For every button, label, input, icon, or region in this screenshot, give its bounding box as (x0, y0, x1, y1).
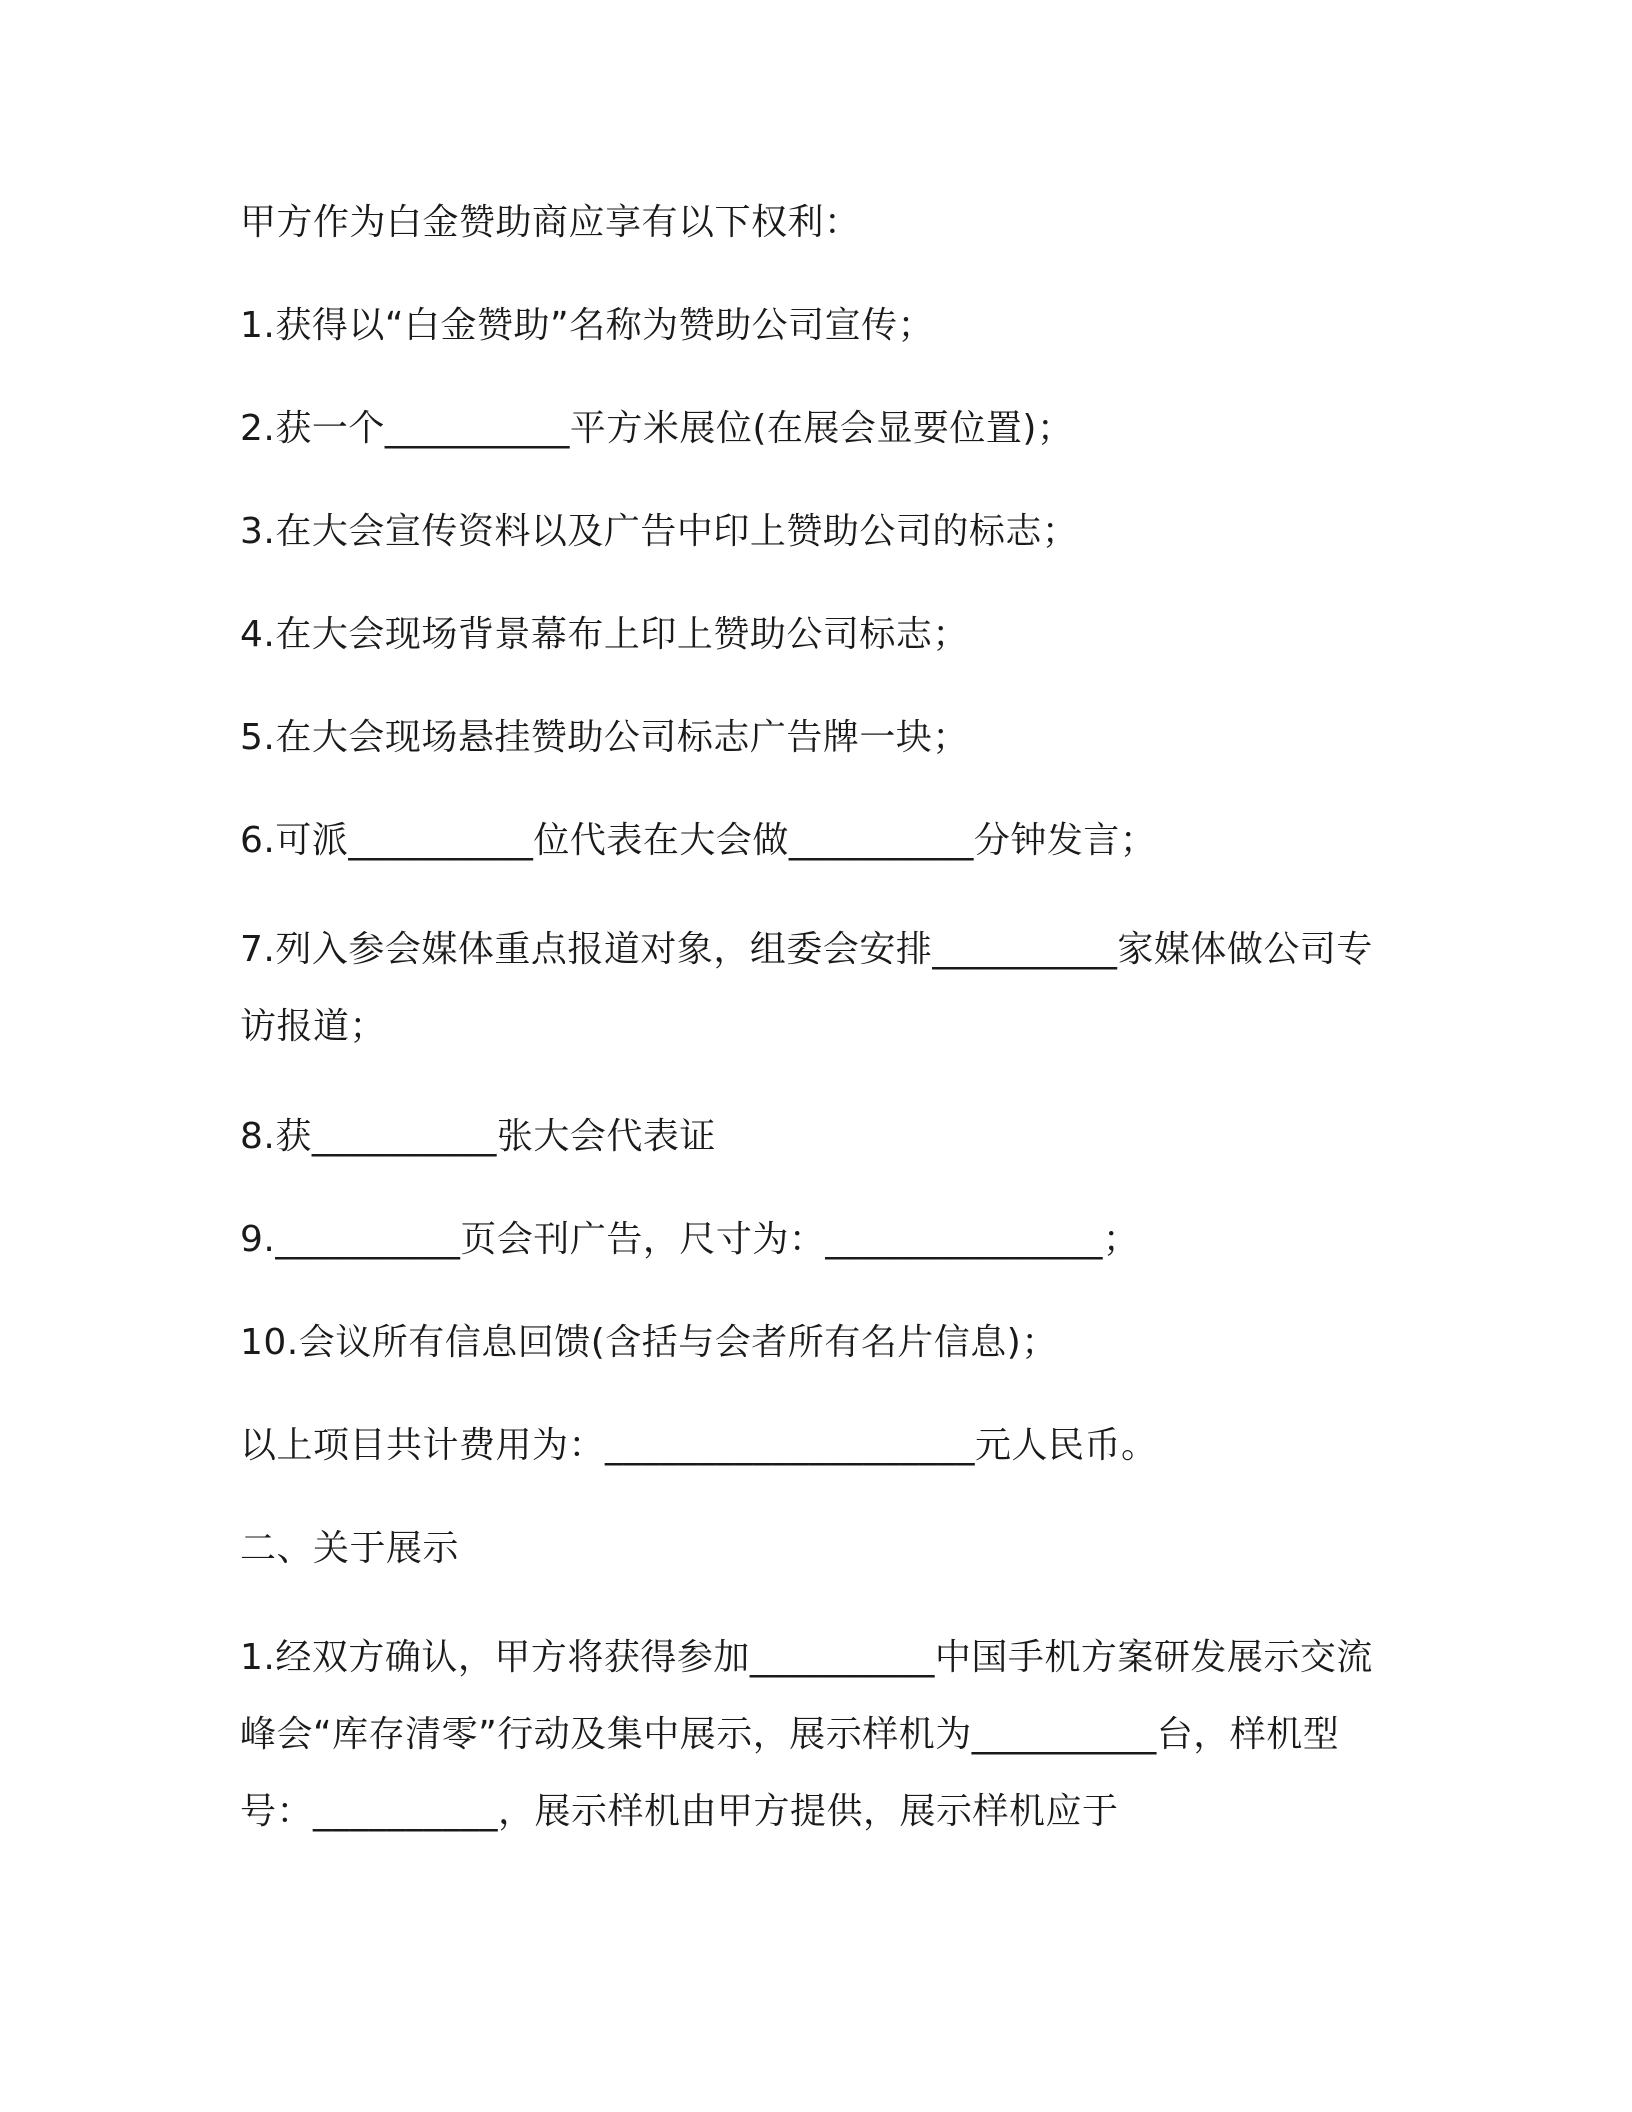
section-heading-display: 二、关于展示 (240, 1528, 460, 1569)
display-item-1: 1.经双方确认，甲方将获得参加__________中国手机方案研发展示交流峰会“库存清零”行动及集中展示，展示样机为__________台，样机型号：__________，展示样机由甲方提供，展示样机应于 (240, 1637, 1373, 1832)
right-item-8: 8.获__________张大会代表证 (240, 1116, 716, 1157)
right-item-10: 10.会议所有信息回馈(含括与会者所有名片信息)； (240, 1322, 1058, 1363)
right-item-7: 7.列入参会媒体重点报道对象，组委会安排__________家媒体做公司专访报道； (240, 929, 1373, 1047)
rights-intro: 甲方作为白金赞助商应享有以下权利： (240, 202, 861, 243)
right-item-1: 1.获得以“白金赞助”名称为赞助公司宣传； (240, 305, 935, 346)
right-item-6: 6.可派__________位代表在大会做__________分钟发言； (240, 820, 1157, 861)
right-item-5: 5.在大会现场悬挂赞助公司标志广告牌一块； (240, 717, 969, 758)
right-item-2: 2.获一个__________平方米展位(在展会显要位置)； (240, 408, 1074, 449)
right-item-9: 9.__________页会刊广告，尺寸为：_______________； (240, 1219, 1140, 1260)
right-item-3: 3.在大会宣传资料以及广告中印上赞助公司的标志； (240, 511, 1079, 552)
total-fee: 以上项目共计费用为：____________________元人民币。 (240, 1425, 1158, 1466)
right-item-4: 4.在大会现场背景幕布上印上赞助公司标志； (240, 614, 969, 655)
document-body (240, 190, 1390, 1889)
